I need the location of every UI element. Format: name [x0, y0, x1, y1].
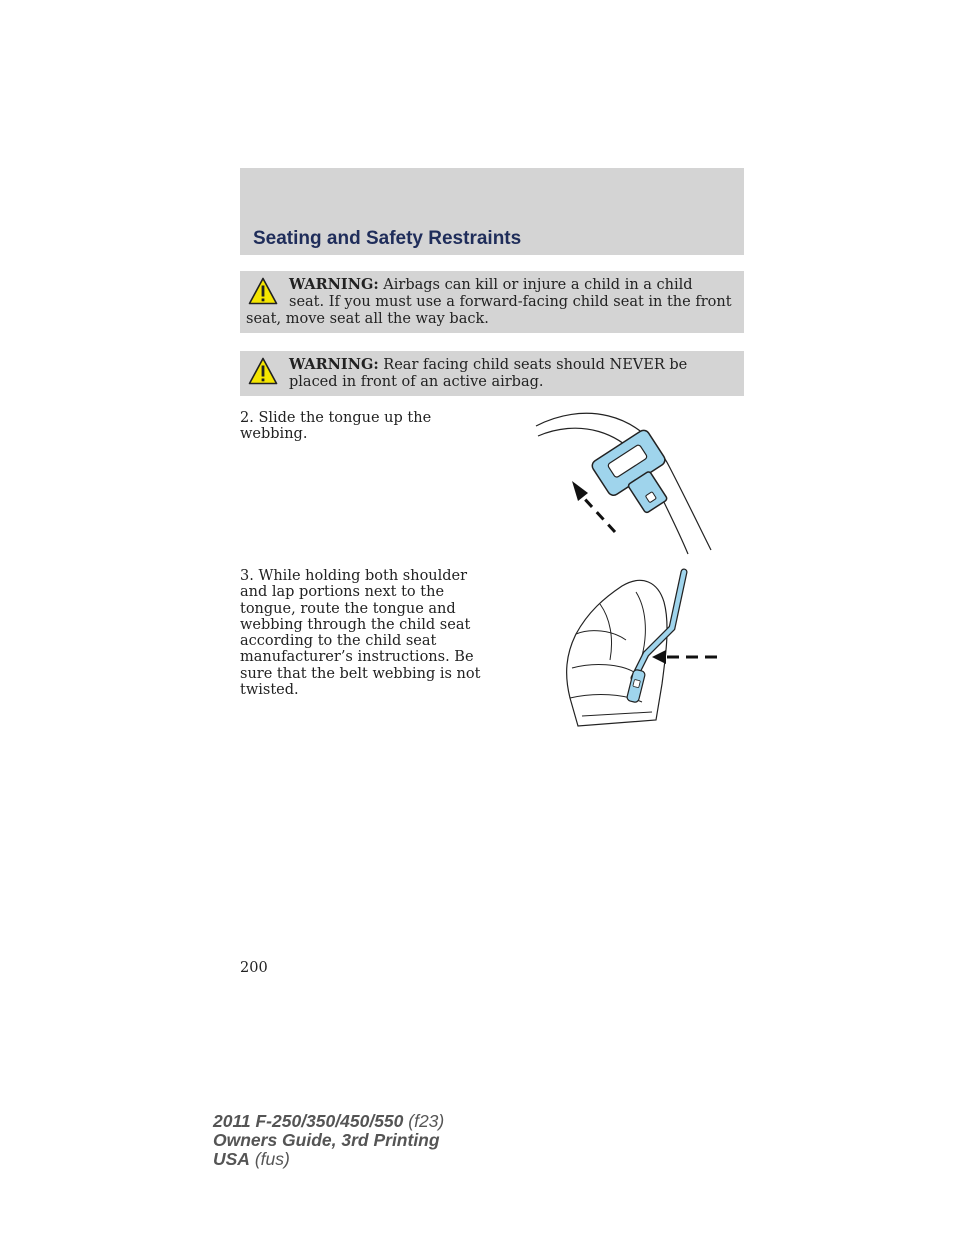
section-header-band	[240, 168, 744, 255]
child-seat-routing-illustration	[560, 568, 725, 730]
page-number: 200	[240, 960, 268, 976]
warning-triangle-icon	[248, 357, 278, 385]
section-title: Seating and Safety Restraints	[253, 228, 522, 249]
footer-market-code: (fus)	[249, 1149, 290, 1169]
warning-label: WARNING:	[289, 276, 379, 293]
tongue-slide-illustration	[530, 408, 720, 556]
warning-box-rear-facing	[240, 351, 744, 396]
warning-box-airbag	[240, 271, 744, 333]
warning-label: WARNING:	[289, 356, 379, 373]
step-3-text: 3. While holding both shoulder and lap portions next to the tongue, route the tongue and webbing through the child seat according to the child seat manufacturer’s instructions. Be sure that the belt webbing is not twisted.	[240, 568, 481, 699]
warning-text: Rear facing child seats should NEVER be placed in front of an active airbag.	[289, 357, 688, 390]
footer-model-code: (f23)	[403, 1111, 445, 1131]
footer-guide: Owners Guide, 3rd Printing	[213, 1130, 440, 1150]
warning-text: Airbags can kill or injure a child in a child seat. If you must use a forward-facing child seat in the front seat, move seat all the way back.	[246, 277, 732, 327]
footer-model: 2011 F-250/350/450/550	[213, 1111, 404, 1131]
document-footer	[213, 1112, 444, 1169]
warning-triangle-icon	[248, 277, 278, 305]
step-2-text: 2. Slide the tongue up the webbing.	[240, 410, 432, 443]
footer-market: USA	[213, 1149, 250, 1169]
